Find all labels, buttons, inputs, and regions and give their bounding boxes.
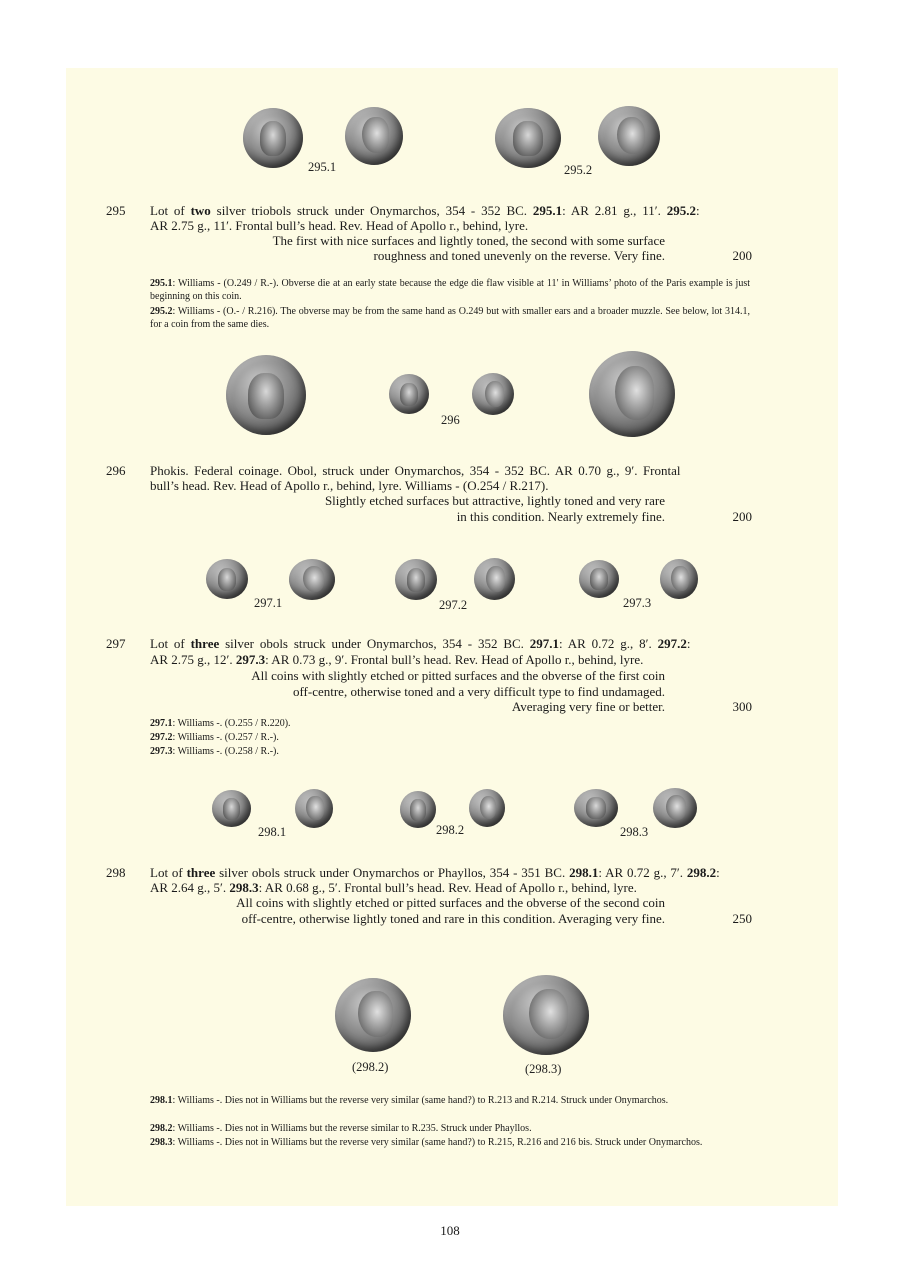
- lot-296-estimate: 200: [732, 509, 752, 524]
- lot-297-line-3: All coins with slightly etched or pitted surfaces and the obverse of the first coin: [251, 668, 665, 683]
- lot-296-line-4: in this condition. Nearly extremely fine.: [456, 509, 665, 524]
- lot-296-line-1: Phokis. Federal coinage. Obol, struck under Onymarchos, 354 - 352 BC. AR 0.70 g., 9′. Frontal: [150, 463, 681, 478]
- coin-298-3-obverse: [574, 789, 618, 827]
- lot-295-line-2: AR 2.75 g., 11′. Frontal bull’s head. Rev. Head of Apollo r., behind, lyre.: [150, 218, 529, 233]
- caption-298-2-enlarged: (298.2): [352, 1060, 389, 1074]
- lot-297-line-1: Lot of three silver obols struck under Onymarchos, 354 - 352 BC. 297.1: AR 0.72 g., 8′. 297.2:: [150, 636, 691, 651]
- coin-296-obverse: [389, 374, 429, 414]
- lot-295-note-2: 295.2: Williams - (O.- / R.216). The obverse may be from the same hand as O.249 but with smaller ears and a broader muzzle. See below, lot 314.1, for a coin from the same dies.: [150, 306, 750, 330]
- caption-296: 296: [441, 413, 460, 427]
- lot-297-line-4: off-centre, otherwise toned and a very difficult type to find undamaged.: [292, 684, 665, 699]
- lot-295-estimate: 200: [732, 248, 752, 263]
- lot-298-line-1: Lot of three silver obols struck under Onymarchos or Phayllos, 354 - 351 BC. 298.1: AR 0.72 g., 7′. 298.2:: [150, 865, 720, 880]
- lot-number-298: 298: [106, 865, 126, 880]
- lot-298-note-2: 298.2: Williams -. Dies not in Williams but the reverse similar to R.235. Struck under Phayllos.: [150, 1123, 532, 1134]
- coin-297-1-obverse: [206, 559, 248, 599]
- coin-296-enlarged-reverse: [589, 351, 675, 437]
- lot-295-line-4: roughness and toned unevenly on the reverse. Very fine.: [373, 248, 665, 263]
- coin-296-reverse: [472, 373, 514, 415]
- lot-295-note-1: 295.1: Williams - (O.249 / R.-). Obverse die at an early state because the edge die flaw visible at 11′ in Williams’ photo of the Paris example is just beginning on this coin.: [150, 278, 750, 302]
- lot-298-line-3: All coins with slightly etched or pitted surfaces and the obverse of the second coin: [236, 895, 665, 910]
- lot-297-note-1: 297.1: Williams -. (O.255 / R.220).: [150, 718, 291, 729]
- coin-297-1-reverse: [289, 559, 335, 600]
- coin-298-2-reverse: [469, 789, 505, 827]
- coin-295-1-obverse: [243, 108, 303, 168]
- caption-297-2: 297.2: [439, 598, 468, 612]
- coin-297-2-obverse: [395, 559, 437, 600]
- lot-295-line-3: The first with nice surfaces and lightly toned, the second with some surface: [272, 233, 665, 248]
- caption-298-2: 298.2: [436, 823, 465, 837]
- lot-298-note-3: 298.3: Williams -. Dies not in Williams but the reverse very similar (same hand?) to R.215, R.216 and 216 bis. Struck under Onymarchos.: [150, 1137, 703, 1148]
- lot-298-line-2: AR 2.64 g., 5′. 298.3: AR 0.68 g., 5′. Frontal bull’s head. Rev. Head of Apollo r., behind, lyre.: [150, 880, 637, 895]
- lot-number-295: 295: [106, 203, 126, 218]
- coin-296-enlarged-obverse: [226, 355, 306, 435]
- lot-298-line-4: off-centre, otherwise lightly toned and rare in this condition. Averaging very fine.: [241, 911, 665, 926]
- coin-297-3-obverse: [579, 560, 619, 598]
- caption-297-1: 297.1: [254, 596, 283, 610]
- coin-298-2-obverse: [400, 791, 436, 828]
- coin-295-1-reverse: [345, 107, 403, 165]
- lot-297-estimate: 300: [732, 699, 752, 714]
- caption-298-1: 298.1: [258, 825, 287, 839]
- lot-295-line-1: Lot of two silver triobols struck under Onymarchos, 354 - 352 BC. 295.1: AR 2.81 g., 11′. 295.2:: [150, 203, 700, 218]
- lot-297-line-2: AR 2.75 g., 12′. 297.3: AR 0.73 g., 9′. Frontal bull’s head. Rev. Head of Apollo r., behind, lyre.: [150, 652, 644, 667]
- lot-number-297: 297: [106, 636, 126, 651]
- caption-297-3: 297.3: [623, 596, 652, 610]
- lot-296-line-3: Slightly etched surfaces but attractive, lightly toned and very rare: [324, 493, 665, 508]
- coin-298-3-reverse: [653, 788, 697, 828]
- caption-295-2: 295.2: [564, 163, 593, 177]
- caption-298-3: 298.3: [620, 825, 649, 839]
- lot-297-note-2: 297.2: Williams -. (O.257 / R.-).: [150, 732, 279, 743]
- coin-298-3-enlarged: [503, 975, 589, 1055]
- coin-298-2-enlarged: [335, 978, 411, 1052]
- lot-296-line-2: bull’s head. Rev. Head of Apollo r., behind, lyre. Williams - (O.254 / R.217).: [150, 478, 549, 493]
- coin-298-1-reverse: [295, 789, 333, 828]
- lot-298-estimate: 250: [732, 911, 752, 926]
- lot-297-note-3: 297.3: Williams -. (O.258 / R.-).: [150, 746, 279, 757]
- coin-295-2-obverse: [495, 108, 561, 168]
- coin-295-2-reverse: [598, 106, 660, 166]
- caption-298-3-enlarged: (298.3): [525, 1062, 562, 1076]
- coin-297-3-reverse: [660, 559, 698, 599]
- page-number: 108: [440, 1223, 460, 1238]
- caption-295-1: 295.1: [308, 160, 337, 174]
- coin-298-1-obverse: [212, 790, 251, 827]
- lot-297-line-5: Averaging very fine or better.: [511, 699, 665, 714]
- lot-298-note-1: 298.1: Williams -. Dies not in Williams but the reverse very similar (same hand?) to R.213 and R.214. Struck under Onymarchos.: [150, 1095, 669, 1106]
- lot-number-296: 296: [106, 463, 126, 478]
- coin-297-2-reverse: [474, 558, 515, 600]
